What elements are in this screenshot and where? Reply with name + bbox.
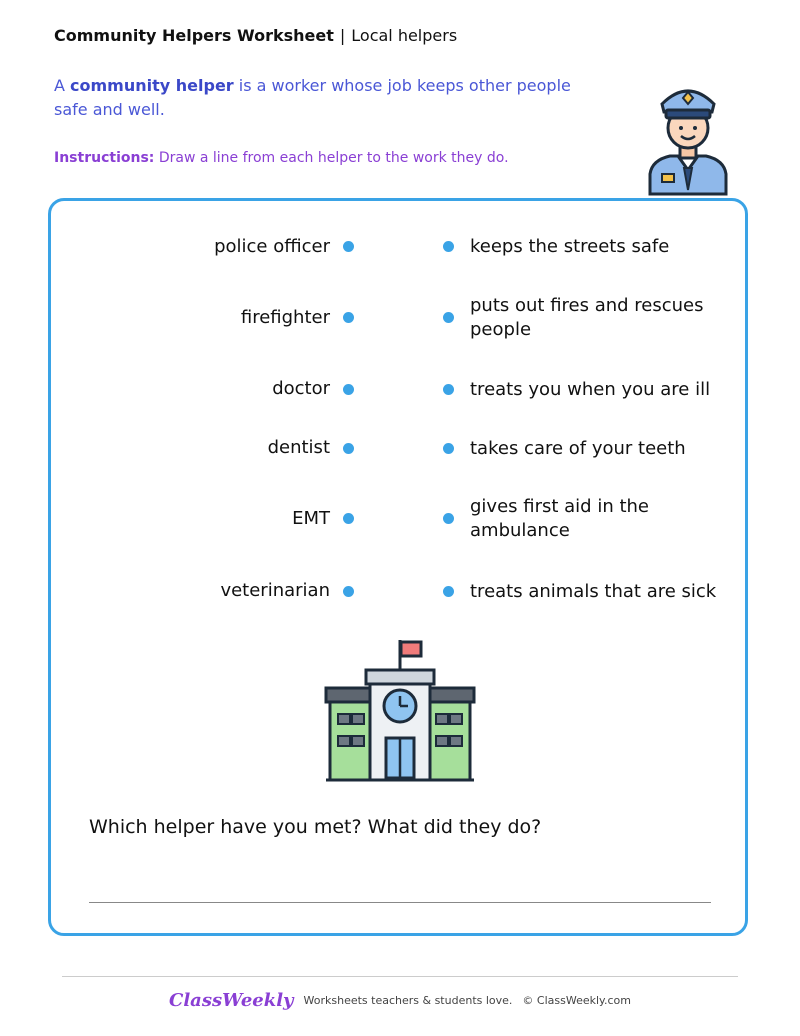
instructions-label: Instructions:: [54, 150, 155, 166]
worksheet-subtitle: Local helpers: [351, 26, 458, 45]
helper-label: EMT: [292, 508, 330, 529]
job-dot[interactable]: [443, 384, 454, 395]
brand-logo: ClassWeekly: [169, 990, 294, 1011]
job-dot[interactable]: [443, 513, 454, 524]
job-label: treats you when you are ill: [470, 379, 711, 400]
job-dot[interactable]: [443, 443, 454, 454]
school-building-icon: [324, 636, 476, 784]
helper-dot[interactable]: [343, 312, 354, 323]
job-dot[interactable]: [443, 241, 454, 252]
police-officer-icon: [640, 78, 736, 198]
job-label: treats animals that are sick: [470, 581, 717, 602]
helper-dot[interactable]: [343, 513, 354, 524]
helper-label: firefighter: [240, 307, 330, 328]
job-dot[interactable]: [443, 312, 454, 323]
helper-label: police officer: [214, 236, 330, 257]
instructions-text: Draw a line from each helper to the work they do.: [154, 150, 509, 166]
job-dot[interactable]: [443, 586, 454, 597]
helper-dot[interactable]: [343, 241, 354, 252]
definition-rest: is a worker whose job keeps other people safe and well.: [54, 76, 571, 119]
job-label: puts out fires and rescues people: [470, 295, 704, 340]
reflection-question: Which helper have you met? What did they do?: [89, 816, 542, 838]
footer-divider: [62, 976, 738, 977]
instructions: [54, 150, 509, 166]
job-label: gives first aid in the ambulance: [470, 496, 649, 541]
footer-tagline: Worksheets teachers & students love.: [303, 994, 513, 1007]
worksheet-title: Community Helpers Worksheet: [54, 26, 334, 45]
answer-line[interactable]: [89, 902, 711, 903]
worksheet-header: [54, 26, 457, 46]
header-separator: |: [339, 26, 346, 45]
definition-lead: A: [54, 76, 71, 95]
helper-label: dentist: [267, 437, 330, 458]
definition-text: [54, 74, 594, 122]
helper-label: doctor: [272, 378, 330, 399]
helper-dot[interactable]: [343, 586, 354, 597]
footer: [0, 990, 800, 1011]
definition-term: community helper: [70, 76, 234, 95]
job-label: keeps the streets safe: [470, 236, 670, 257]
helper-dot[interactable]: [343, 443, 354, 454]
helper-dot[interactable]: [343, 384, 354, 395]
job-label: takes care of your teeth: [470, 438, 686, 459]
footer-copyright: © ClassWeekly.com: [522, 994, 631, 1007]
helper-label: veterinarian: [220, 580, 330, 601]
